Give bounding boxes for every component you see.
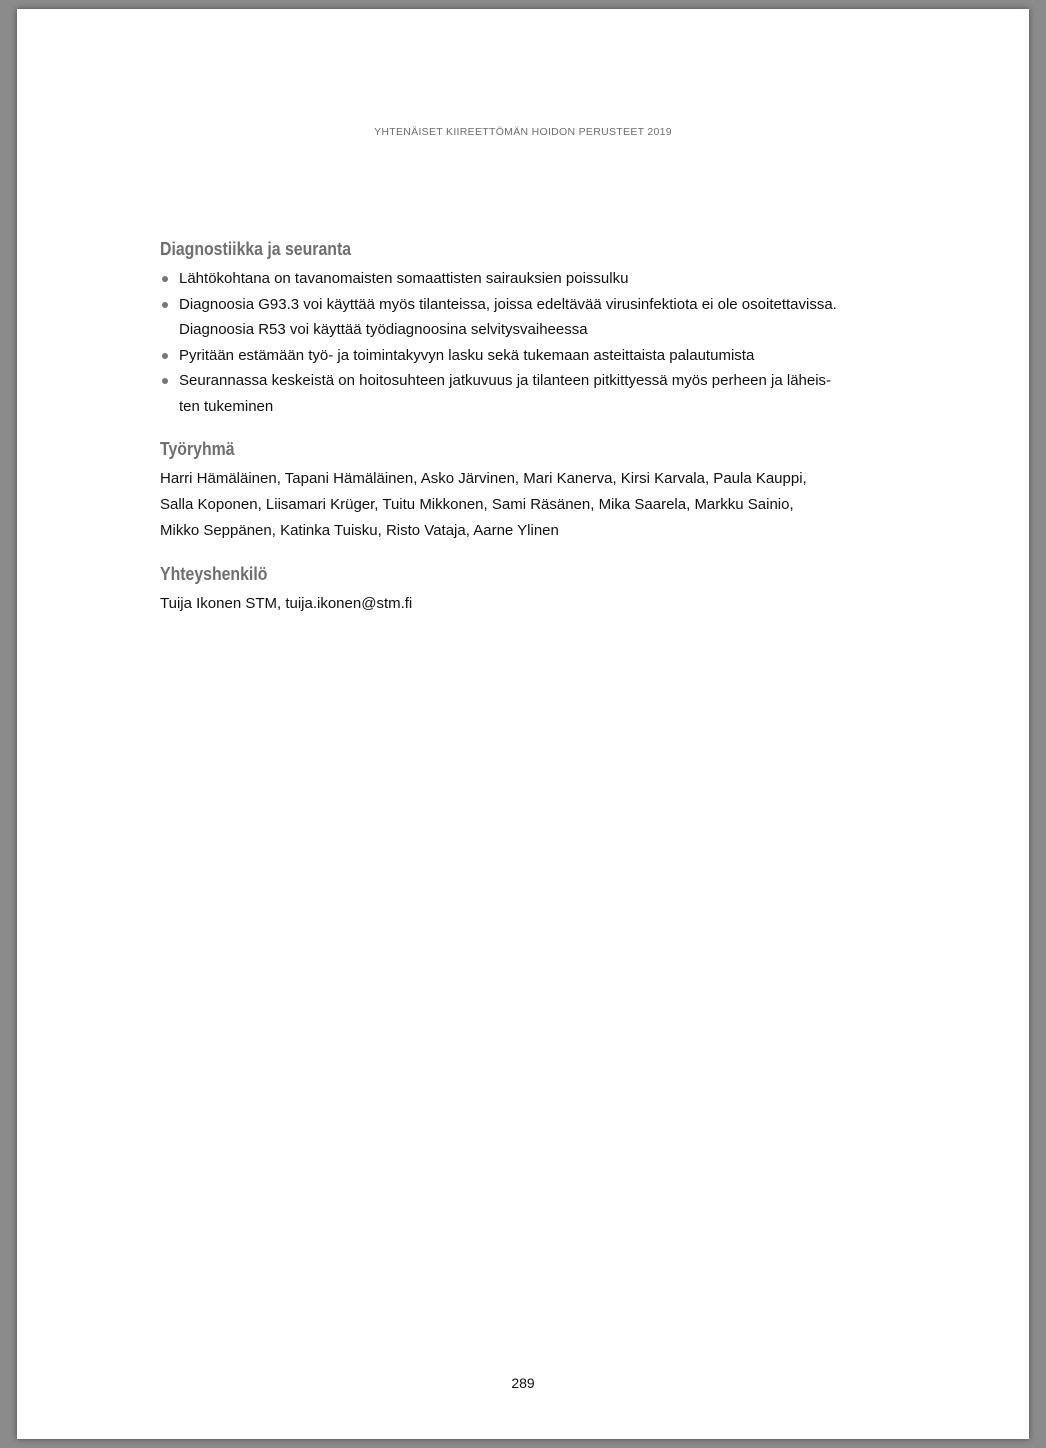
working-group-members [160, 466, 900, 544]
list-item-line: Diagnoosia G93.3 voi käyttää myös tilanteissa, joissa edeltävää virusinfektiota ei ole osoitettavissa. [179, 295, 837, 313]
list-item-line: Seurannassa keskeistä on hoitosuhteen jatkuvuus ja tilanteen pitkittyessä myös perheen ja läheis- [179, 372, 832, 390]
bullet-icon [162, 378, 168, 384]
list-item-line: ten tukeminen [179, 397, 274, 415]
section-diagnostics [160, 239, 900, 420]
section-heading-diagnostics: Diagnostiikka ja seuranta [160, 239, 352, 259]
list-item-line: Lähtökohtana on tavanomaisten somaattisten sairauksien poissulku [179, 270, 629, 287]
running-header: YHTENÄISET KIIREETTÖMÄN HOIDON PERUSTEET 2019 [374, 126, 672, 138]
bullet-icon [162, 353, 168, 359]
members-line: Mikko Seppänen, Katinka Tuisku, Risto Vataja, Aarne Ylinen [160, 521, 559, 539]
diagnostics-bullet-list [160, 266, 900, 420]
list-item [160, 368, 900, 419]
members-line: Salla Koponen, Liisamari Krüger, Tuitu Mikkonen, Sami Räsänen, Mika Saarela, Markku Sainio, [160, 495, 794, 513]
list-item [160, 266, 900, 292]
list-item-line: Diagnoosia R53 voi käyttää työdiagnoosina selvitysvaiheessa [179, 321, 588, 339]
bullet-icon [162, 276, 168, 282]
list-item [160, 292, 900, 343]
contact-text: Tuija Ikonen STM, tuija.ikonen@stm.fi [160, 594, 413, 612]
section-heading-contact: Yhteyshenkilö [160, 563, 268, 584]
document-page [17, 9, 1029, 1439]
page-number: 289 [511, 1375, 535, 1391]
list-item-line: Pyritään estämään työ- ja toimintakyvyn lasku sekä tukemaan asteittaista palautumista [179, 346, 755, 364]
bullet-icon [162, 302, 168, 308]
section-heading-working-group: Työryhmä [160, 438, 235, 459]
members-line: Harri Hämäläinen, Tapani Hämäläinen, Asko Järvinen, Mari Kanerva, Kirsi Karvala, Paula Kauppi, [160, 469, 807, 487]
section-contact [160, 564, 900, 617]
list-item [160, 343, 900, 369]
section-working-group [160, 439, 900, 544]
page-content [160, 239, 900, 617]
